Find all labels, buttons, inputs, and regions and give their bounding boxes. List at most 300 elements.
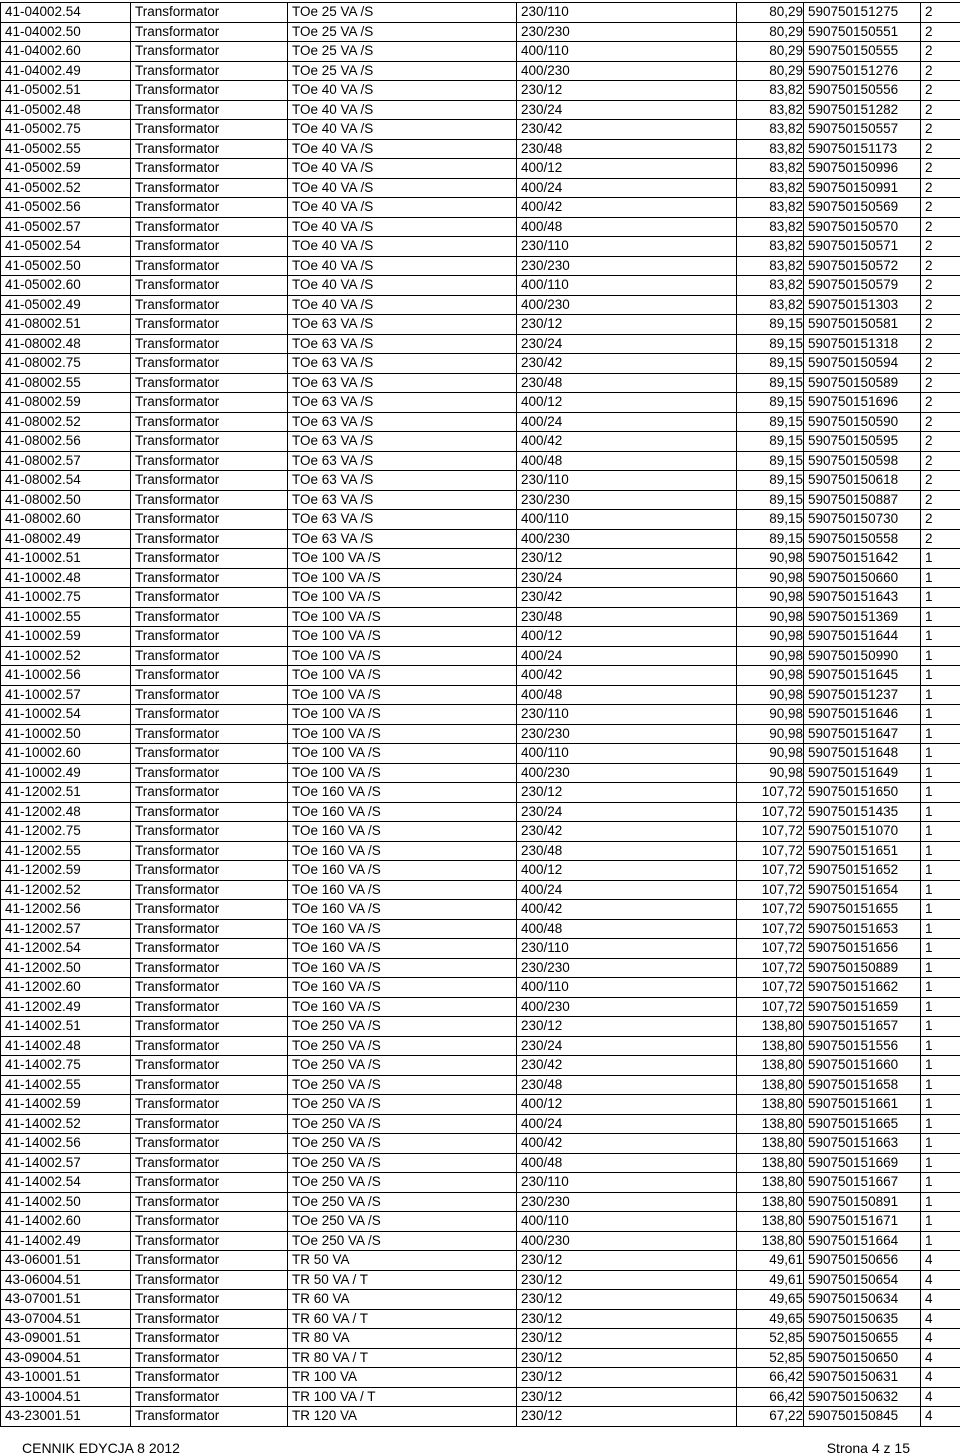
product-code-cell: 41-10002.59 bbox=[1, 627, 131, 647]
price-cell: 107,72 bbox=[737, 861, 804, 881]
price-cell: 107,72 bbox=[737, 822, 804, 842]
ean-cell: 590750150570 bbox=[804, 217, 921, 237]
table-row bbox=[1, 763, 960, 783]
ean-cell: 590750151651 bbox=[804, 841, 921, 861]
model-cell: TOe 250 VA /S bbox=[288, 1036, 517, 1056]
ean-cell: 590750150598 bbox=[804, 451, 921, 471]
ean-cell: 590750150634 bbox=[804, 1290, 921, 1310]
table-row bbox=[1, 1056, 960, 1076]
ean-cell: 590750151318 bbox=[804, 334, 921, 354]
ean-cell: 590750150631 bbox=[804, 1368, 921, 1388]
voltage-cell: 230/12 bbox=[517, 1387, 737, 1407]
ean-cell: 590750151665 bbox=[804, 1114, 921, 1134]
model-cell: TOe 40 VA /S bbox=[288, 100, 517, 120]
voltage-cell: 230/12 bbox=[517, 1407, 737, 1427]
product-name-cell: Transformator bbox=[131, 666, 288, 686]
model-cell: TR 80 VA bbox=[288, 1329, 517, 1349]
voltage-cell: 230/24 bbox=[517, 802, 737, 822]
model-cell: TOe 40 VA /S bbox=[288, 159, 517, 179]
product-code-cell: 43-09004.51 bbox=[1, 1348, 131, 1368]
product-name-cell: Transformator bbox=[131, 217, 288, 237]
voltage-cell: 230/12 bbox=[517, 315, 737, 335]
model-cell: TOe 63 VA /S bbox=[288, 529, 517, 549]
pack-qty-cell: 2 bbox=[921, 490, 960, 510]
voltage-cell: 400/24 bbox=[517, 880, 737, 900]
model-cell: TOe 63 VA /S bbox=[288, 451, 517, 471]
table-row bbox=[1, 1075, 960, 1095]
voltage-cell: 230/230 bbox=[517, 958, 737, 978]
product-name-cell: Transformator bbox=[131, 81, 288, 101]
voltage-cell: 230/12 bbox=[517, 1348, 737, 1368]
model-cell: TOe 40 VA /S bbox=[288, 295, 517, 315]
price-cell: 90,98 bbox=[737, 568, 804, 588]
table-row bbox=[1, 1114, 960, 1134]
product-name-cell: Transformator bbox=[131, 432, 288, 452]
pack-qty-cell: 2 bbox=[921, 393, 960, 413]
model-cell: TR 120 VA bbox=[288, 1407, 517, 1427]
product-name-cell: Transformator bbox=[131, 1407, 288, 1427]
pack-qty-cell: 1 bbox=[921, 1134, 960, 1154]
voltage-cell: 230/24 bbox=[517, 568, 737, 588]
pack-qty-cell: 2 bbox=[921, 178, 960, 198]
product-name-cell: Transformator bbox=[131, 1368, 288, 1388]
table-row bbox=[1, 1407, 960, 1427]
product-code-cell: 41-14002.51 bbox=[1, 1017, 131, 1037]
product-name-cell: Transformator bbox=[131, 178, 288, 198]
product-code-cell: 43-23001.51 bbox=[1, 1407, 131, 1427]
voltage-cell: 230/110 bbox=[517, 1173, 737, 1193]
model-cell: TOe 250 VA /S bbox=[288, 1056, 517, 1076]
ean-cell: 590750151642 bbox=[804, 549, 921, 569]
footer-page-number: Strona 4 z 15 bbox=[826, 1440, 910, 1456]
table-row bbox=[1, 510, 960, 530]
voltage-cell: 230/12 bbox=[517, 1290, 737, 1310]
voltage-cell: 230/230 bbox=[517, 256, 737, 276]
table-row bbox=[1, 354, 960, 374]
product-name-cell: Transformator bbox=[131, 1348, 288, 1368]
product-name-cell: Transformator bbox=[131, 354, 288, 374]
product-name-cell: Transformator bbox=[131, 802, 288, 822]
ean-cell: 590750151659 bbox=[804, 997, 921, 1017]
pack-qty-cell: 2 bbox=[921, 256, 960, 276]
product-code-cell: 41-10002.57 bbox=[1, 685, 131, 705]
product-code-cell: 41-14002.48 bbox=[1, 1036, 131, 1056]
model-cell: TOe 40 VA /S bbox=[288, 120, 517, 140]
price-cell: 83,82 bbox=[737, 120, 804, 140]
table-row bbox=[1, 3, 960, 23]
product-name-cell: Transformator bbox=[131, 373, 288, 393]
model-cell: TOe 160 VA /S bbox=[288, 783, 517, 803]
ean-cell: 590750150655 bbox=[804, 1329, 921, 1349]
product-code-cell: 41-12002.54 bbox=[1, 939, 131, 959]
product-name-cell: Transformator bbox=[131, 256, 288, 276]
table-row bbox=[1, 100, 960, 120]
product-name-cell: Transformator bbox=[131, 822, 288, 842]
product-code-cell: 43-10001.51 bbox=[1, 1368, 131, 1388]
price-cell: 138,80 bbox=[737, 1075, 804, 1095]
pack-qty-cell: 1 bbox=[921, 666, 960, 686]
product-code-cell: 41-08002.50 bbox=[1, 490, 131, 510]
table-row bbox=[1, 159, 960, 179]
product-name-cell: Transformator bbox=[131, 1114, 288, 1134]
table-row bbox=[1, 861, 960, 881]
product-code-cell: 41-05002.51 bbox=[1, 81, 131, 101]
product-name-cell: Transformator bbox=[131, 412, 288, 432]
model-cell: TOe 63 VA /S bbox=[288, 510, 517, 530]
product-code-cell: 41-08002.51 bbox=[1, 315, 131, 335]
table-row bbox=[1, 1368, 960, 1388]
price-cell: 80,29 bbox=[737, 22, 804, 42]
price-cell: 83,82 bbox=[737, 295, 804, 315]
voltage-cell: 400/110 bbox=[517, 42, 737, 62]
table-row bbox=[1, 1095, 960, 1115]
pack-qty-cell: 4 bbox=[921, 1387, 960, 1407]
price-cell: 89,15 bbox=[737, 393, 804, 413]
model-cell: TOe 25 VA /S bbox=[288, 22, 517, 42]
table-row bbox=[1, 1036, 960, 1056]
price-cell: 138,80 bbox=[737, 1114, 804, 1134]
voltage-cell: 230/42 bbox=[517, 822, 737, 842]
table-row bbox=[1, 841, 960, 861]
ean-cell: 590750151657 bbox=[804, 1017, 921, 1037]
ean-cell: 590750150590 bbox=[804, 412, 921, 432]
pack-qty-cell: 2 bbox=[921, 3, 960, 23]
model-cell: TOe 40 VA /S bbox=[288, 237, 517, 257]
ean-cell: 590750151237 bbox=[804, 685, 921, 705]
pack-qty-cell: 2 bbox=[921, 510, 960, 530]
product-code-cell: 41-12002.51 bbox=[1, 783, 131, 803]
voltage-cell: 230/12 bbox=[517, 549, 737, 569]
product-code-cell: 41-14002.60 bbox=[1, 1212, 131, 1232]
product-code-cell: 41-08002.57 bbox=[1, 451, 131, 471]
price-cell: 138,80 bbox=[737, 1036, 804, 1056]
ean-cell: 590750151664 bbox=[804, 1231, 921, 1251]
ean-cell: 590750151644 bbox=[804, 627, 921, 647]
price-cell: 107,72 bbox=[737, 783, 804, 803]
pack-qty-cell: 1 bbox=[921, 627, 960, 647]
ean-cell: 590750151661 bbox=[804, 1095, 921, 1115]
voltage-cell: 230/48 bbox=[517, 139, 737, 159]
product-name-cell: Transformator bbox=[131, 42, 288, 62]
model-cell: TOe 63 VA /S bbox=[288, 432, 517, 452]
model-cell: TOe 25 VA /S bbox=[288, 42, 517, 62]
table-row bbox=[1, 978, 960, 998]
pack-qty-cell: 1 bbox=[921, 1095, 960, 1115]
price-cell: 67,22 bbox=[737, 1407, 804, 1427]
voltage-cell: 400/110 bbox=[517, 276, 737, 296]
product-code-cell: 41-10002.48 bbox=[1, 568, 131, 588]
product-code-cell: 41-10002.55 bbox=[1, 607, 131, 627]
product-code-cell: 43-09001.51 bbox=[1, 1329, 131, 1349]
table-row bbox=[1, 1017, 960, 1037]
price-cell: 83,82 bbox=[737, 198, 804, 218]
product-name-cell: Transformator bbox=[131, 705, 288, 725]
table-row bbox=[1, 471, 960, 491]
table-row bbox=[1, 627, 960, 647]
model-cell: TOe 63 VA /S bbox=[288, 354, 517, 374]
price-cell: 83,82 bbox=[737, 276, 804, 296]
price-cell: 49,61 bbox=[737, 1270, 804, 1290]
product-code-cell: 41-12002.60 bbox=[1, 978, 131, 998]
price-cell: 138,80 bbox=[737, 1212, 804, 1232]
pack-qty-cell: 1 bbox=[921, 919, 960, 939]
table-row bbox=[1, 334, 960, 354]
table-row bbox=[1, 178, 960, 198]
model-cell: TOe 40 VA /S bbox=[288, 81, 517, 101]
table-row bbox=[1, 393, 960, 413]
pack-qty-cell: 2 bbox=[921, 451, 960, 471]
product-code-cell: 41-10002.52 bbox=[1, 646, 131, 666]
pack-qty-cell: 1 bbox=[921, 646, 960, 666]
voltage-cell: 400/24 bbox=[517, 646, 737, 666]
price-cell: 138,80 bbox=[737, 1056, 804, 1076]
pack-qty-cell: 1 bbox=[921, 939, 960, 959]
model-cell: TOe 63 VA /S bbox=[288, 393, 517, 413]
price-cell: 89,15 bbox=[737, 490, 804, 510]
model-cell: TOe 100 VA /S bbox=[288, 627, 517, 647]
ean-cell: 590750151656 bbox=[804, 939, 921, 959]
price-cell: 83,82 bbox=[737, 217, 804, 237]
ean-cell: 590750150996 bbox=[804, 159, 921, 179]
pack-qty-cell: 1 bbox=[921, 568, 960, 588]
product-name-cell: Transformator bbox=[131, 861, 288, 881]
product-name-cell: Transformator bbox=[131, 471, 288, 491]
model-cell: TOe 250 VA /S bbox=[288, 1134, 517, 1154]
ean-cell: 590750151649 bbox=[804, 763, 921, 783]
table-row bbox=[1, 939, 960, 959]
model-cell: TOe 160 VA /S bbox=[288, 939, 517, 959]
pack-qty-cell: 1 bbox=[921, 783, 960, 803]
ean-cell: 590750150991 bbox=[804, 178, 921, 198]
table-row bbox=[1, 919, 960, 939]
table-row bbox=[1, 900, 960, 920]
model-cell: TOe 160 VA /S bbox=[288, 919, 517, 939]
table-row bbox=[1, 588, 960, 608]
product-code-cell: 43-10004.51 bbox=[1, 1387, 131, 1407]
table-row bbox=[1, 802, 960, 822]
table-row bbox=[1, 1153, 960, 1173]
table-row bbox=[1, 120, 960, 140]
product-name-cell: Transformator bbox=[131, 510, 288, 530]
product-name-cell: Transformator bbox=[131, 22, 288, 42]
product-name-cell: Transformator bbox=[131, 763, 288, 783]
product-code-cell: 41-08002.59 bbox=[1, 393, 131, 413]
price-cell: 83,82 bbox=[737, 139, 804, 159]
price-cell: 80,29 bbox=[737, 42, 804, 62]
product-code-cell: 41-12002.49 bbox=[1, 997, 131, 1017]
voltage-cell: 230/110 bbox=[517, 3, 737, 23]
voltage-cell: 400/48 bbox=[517, 1153, 737, 1173]
voltage-cell: 230/42 bbox=[517, 354, 737, 374]
table-row bbox=[1, 1192, 960, 1212]
price-cell: 107,72 bbox=[737, 997, 804, 1017]
price-cell: 138,80 bbox=[737, 1231, 804, 1251]
ean-cell: 590750150579 bbox=[804, 276, 921, 296]
table-row bbox=[1, 139, 960, 159]
product-name-cell: Transformator bbox=[131, 61, 288, 81]
pack-qty-cell: 4 bbox=[921, 1407, 960, 1427]
price-cell: 90,98 bbox=[737, 705, 804, 725]
price-cell: 66,42 bbox=[737, 1368, 804, 1388]
model-cell: TOe 250 VA /S bbox=[288, 1075, 517, 1095]
pack-qty-cell: 2 bbox=[921, 100, 960, 120]
table-row bbox=[1, 451, 960, 471]
price-cell: 83,82 bbox=[737, 159, 804, 179]
product-name-cell: Transformator bbox=[131, 627, 288, 647]
price-cell: 49,65 bbox=[737, 1290, 804, 1310]
voltage-cell: 400/230 bbox=[517, 61, 737, 81]
price-cell: 138,80 bbox=[737, 1095, 804, 1115]
ean-cell: 590750151648 bbox=[804, 744, 921, 764]
product-name-cell: Transformator bbox=[131, 939, 288, 959]
price-cell: 89,15 bbox=[737, 432, 804, 452]
pack-qty-cell: 1 bbox=[921, 822, 960, 842]
table-row bbox=[1, 373, 960, 393]
price-cell: 90,98 bbox=[737, 685, 804, 705]
ean-cell: 590750151667 bbox=[804, 1173, 921, 1193]
ean-cell: 590750151654 bbox=[804, 880, 921, 900]
pack-qty-cell: 1 bbox=[921, 549, 960, 569]
ean-cell: 590750151070 bbox=[804, 822, 921, 842]
table-row bbox=[1, 42, 960, 62]
product-code-cell: 41-14002.52 bbox=[1, 1114, 131, 1134]
voltage-cell: 230/42 bbox=[517, 120, 737, 140]
pack-qty-cell: 1 bbox=[921, 1212, 960, 1232]
table-row bbox=[1, 1329, 960, 1349]
model-cell: TOe 63 VA /S bbox=[288, 334, 517, 354]
pack-qty-cell: 1 bbox=[921, 1173, 960, 1193]
voltage-cell: 230/24 bbox=[517, 1036, 737, 1056]
model-cell: TOe 160 VA /S bbox=[288, 841, 517, 861]
product-name-cell: Transformator bbox=[131, 159, 288, 179]
voltage-cell: 400/48 bbox=[517, 451, 737, 471]
product-name-cell: Transformator bbox=[131, 529, 288, 549]
table-row bbox=[1, 315, 960, 335]
price-cell: 80,29 bbox=[737, 61, 804, 81]
price-list-body bbox=[1, 3, 960, 1427]
price-cell: 90,98 bbox=[737, 666, 804, 686]
pack-qty-cell: 1 bbox=[921, 1153, 960, 1173]
price-cell: 90,98 bbox=[737, 763, 804, 783]
table-row bbox=[1, 705, 960, 725]
ean-cell: 590750150589 bbox=[804, 373, 921, 393]
voltage-cell: 400/42 bbox=[517, 198, 737, 218]
price-cell: 138,80 bbox=[737, 1192, 804, 1212]
ean-cell: 590750150891 bbox=[804, 1192, 921, 1212]
table-row bbox=[1, 958, 960, 978]
price-cell: 52,85 bbox=[737, 1329, 804, 1349]
product-name-cell: Transformator bbox=[131, 1251, 288, 1271]
table-row bbox=[1, 822, 960, 842]
price-cell: 90,98 bbox=[737, 744, 804, 764]
pack-qty-cell: 2 bbox=[921, 139, 960, 159]
product-name-cell: Transformator bbox=[131, 549, 288, 569]
price-cell: 89,15 bbox=[737, 529, 804, 549]
voltage-cell: 230/230 bbox=[517, 1192, 737, 1212]
pack-qty-cell: 1 bbox=[921, 1075, 960, 1095]
ean-cell: 590750150632 bbox=[804, 1387, 921, 1407]
voltage-cell: 230/48 bbox=[517, 373, 737, 393]
product-code-cell: 41-08002.60 bbox=[1, 510, 131, 530]
voltage-cell: 400/48 bbox=[517, 919, 737, 939]
product-name-cell: Transformator bbox=[131, 607, 288, 627]
ean-cell: 590750150990 bbox=[804, 646, 921, 666]
table-row bbox=[1, 1348, 960, 1368]
price-cell: 89,15 bbox=[737, 412, 804, 432]
model-cell: TOe 160 VA /S bbox=[288, 822, 517, 842]
pack-qty-cell: 2 bbox=[921, 217, 960, 237]
voltage-cell: 400/110 bbox=[517, 978, 737, 998]
model-cell: TOe 40 VA /S bbox=[288, 198, 517, 218]
pack-qty-cell: 4 bbox=[921, 1368, 960, 1388]
voltage-cell: 230/12 bbox=[517, 783, 737, 803]
voltage-cell: 400/42 bbox=[517, 432, 737, 452]
voltage-cell: 230/12 bbox=[517, 1270, 737, 1290]
voltage-cell: 400/48 bbox=[517, 217, 737, 237]
price-cell: 52,85 bbox=[737, 1348, 804, 1368]
ean-cell: 590750151663 bbox=[804, 1134, 921, 1154]
voltage-cell: 230/12 bbox=[517, 1017, 737, 1037]
price-cell: 83,82 bbox=[737, 178, 804, 198]
ean-cell: 590750151275 bbox=[804, 3, 921, 23]
model-cell: TOe 40 VA /S bbox=[288, 276, 517, 296]
table-row bbox=[1, 1290, 960, 1310]
pack-qty-cell: 1 bbox=[921, 1192, 960, 1212]
product-name-cell: Transformator bbox=[131, 1270, 288, 1290]
model-cell: TR 80 VA / T bbox=[288, 1348, 517, 1368]
table-row bbox=[1, 81, 960, 101]
product-code-cell: 41-04002.60 bbox=[1, 42, 131, 62]
price-cell: 90,98 bbox=[737, 627, 804, 647]
pack-qty-cell: 4 bbox=[921, 1329, 960, 1349]
voltage-cell: 230/230 bbox=[517, 724, 737, 744]
pack-qty-cell: 2 bbox=[921, 432, 960, 452]
price-cell: 90,98 bbox=[737, 607, 804, 627]
model-cell: TOe 100 VA /S bbox=[288, 568, 517, 588]
product-code-cell: 41-05002.57 bbox=[1, 217, 131, 237]
product-code-cell: 41-08002.56 bbox=[1, 432, 131, 452]
product-name-cell: Transformator bbox=[131, 1075, 288, 1095]
product-name-cell: Transformator bbox=[131, 393, 288, 413]
model-cell: TR 100 VA bbox=[288, 1368, 517, 1388]
model-cell: TR 100 VA / T bbox=[288, 1387, 517, 1407]
ean-cell: 590750151303 bbox=[804, 295, 921, 315]
product-code-cell: 41-08002.49 bbox=[1, 529, 131, 549]
voltage-cell: 400/110 bbox=[517, 1212, 737, 1232]
product-name-cell: Transformator bbox=[131, 646, 288, 666]
pack-qty-cell: 2 bbox=[921, 42, 960, 62]
product-name-cell: Transformator bbox=[131, 744, 288, 764]
product-code-cell: 43-06001.51 bbox=[1, 1251, 131, 1271]
product-name-cell: Transformator bbox=[131, 978, 288, 998]
product-code-cell: 41-14002.56 bbox=[1, 1134, 131, 1154]
product-name-cell: Transformator bbox=[131, 3, 288, 23]
voltage-cell: 230/48 bbox=[517, 841, 737, 861]
pack-qty-cell: 1 bbox=[921, 1036, 960, 1056]
voltage-cell: 230/12 bbox=[517, 1329, 737, 1349]
product-code-cell: 41-10002.50 bbox=[1, 724, 131, 744]
product-code-cell: 41-10002.49 bbox=[1, 763, 131, 783]
ean-cell: 590750151435 bbox=[804, 802, 921, 822]
voltage-cell: 230/12 bbox=[517, 81, 737, 101]
pack-qty-cell: 1 bbox=[921, 607, 960, 627]
pack-qty-cell: 4 bbox=[921, 1251, 960, 1271]
voltage-cell: 400/24 bbox=[517, 178, 737, 198]
ean-cell: 590750151276 bbox=[804, 61, 921, 81]
table-row bbox=[1, 880, 960, 900]
model-cell: TOe 250 VA /S bbox=[288, 1212, 517, 1232]
pack-qty-cell: 1 bbox=[921, 900, 960, 920]
